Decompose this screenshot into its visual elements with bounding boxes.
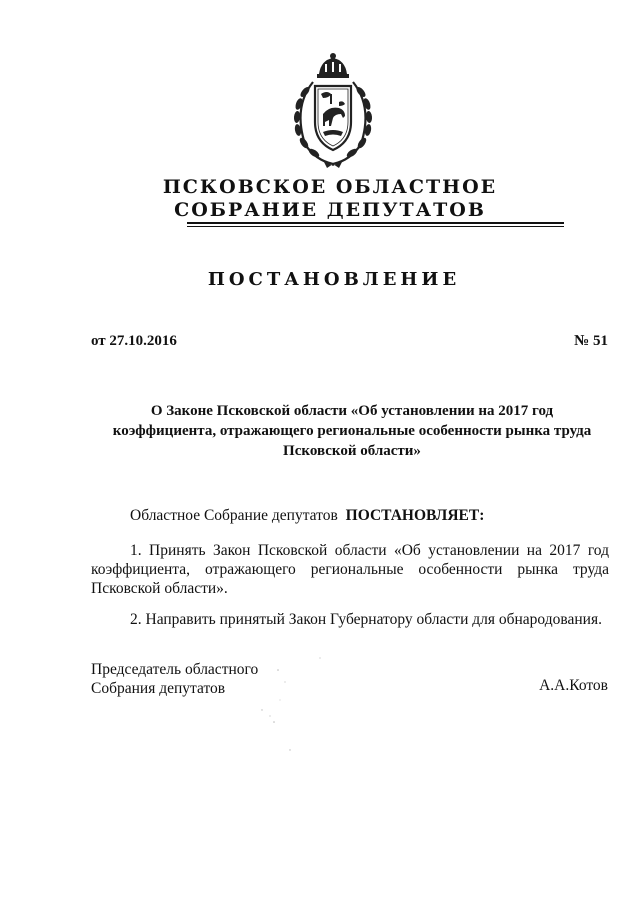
organization-name-line2: СОБРАНИЕ ДЕПУТАТОВ bbox=[174, 199, 486, 221]
decree-item-2: 2. Направить принятый Закон Губернатору области для обнародования. bbox=[130, 611, 602, 628]
header-divider bbox=[187, 222, 564, 224]
signatory-position-line1: Председатель областного bbox=[91, 661, 259, 678]
item1-line: коэффициента, отражающего региональные особенности рынка труда bbox=[91, 561, 609, 578]
scan-specks bbox=[230, 640, 350, 760]
signatory-position-line2: Собрания депутатов bbox=[91, 680, 226, 697]
pskov-coat-of-arms-icon bbox=[283, 52, 383, 170]
decree-intro-text: Областное Собрание депутатов bbox=[130, 507, 338, 524]
item1-line: Псковской области». bbox=[91, 580, 228, 597]
item1-line: 1. Принять Закон Псковской области «Об установлении на 2017 год bbox=[130, 542, 609, 559]
document-type-title: ПОСТАНОВЛЕНИЕ bbox=[207, 269, 461, 290]
signatory-name: А.А.Котов bbox=[539, 677, 608, 694]
subject-line: Псковской области» bbox=[283, 443, 421, 459]
subject-line: коэффициента, отражающего региональные особенности рынка труда bbox=[112, 423, 592, 439]
decree-word: ПОСТАНОВЛЯЕТ: bbox=[345, 507, 485, 524]
document-subject bbox=[96, 401, 608, 461]
subject-line: О Законе Псковской области «Об установлении на 2017 год bbox=[150, 403, 554, 419]
document-number: № 51 bbox=[574, 333, 608, 349]
header-divider-thin bbox=[187, 226, 564, 227]
organization-name-line1: ПСКОВСКОЕ ОБЛАСТНОЕ bbox=[162, 176, 498, 198]
decree-item-1 bbox=[91, 541, 609, 598]
decree-intro bbox=[130, 507, 484, 525]
document-date: от 27.10.2016 bbox=[91, 333, 177, 349]
